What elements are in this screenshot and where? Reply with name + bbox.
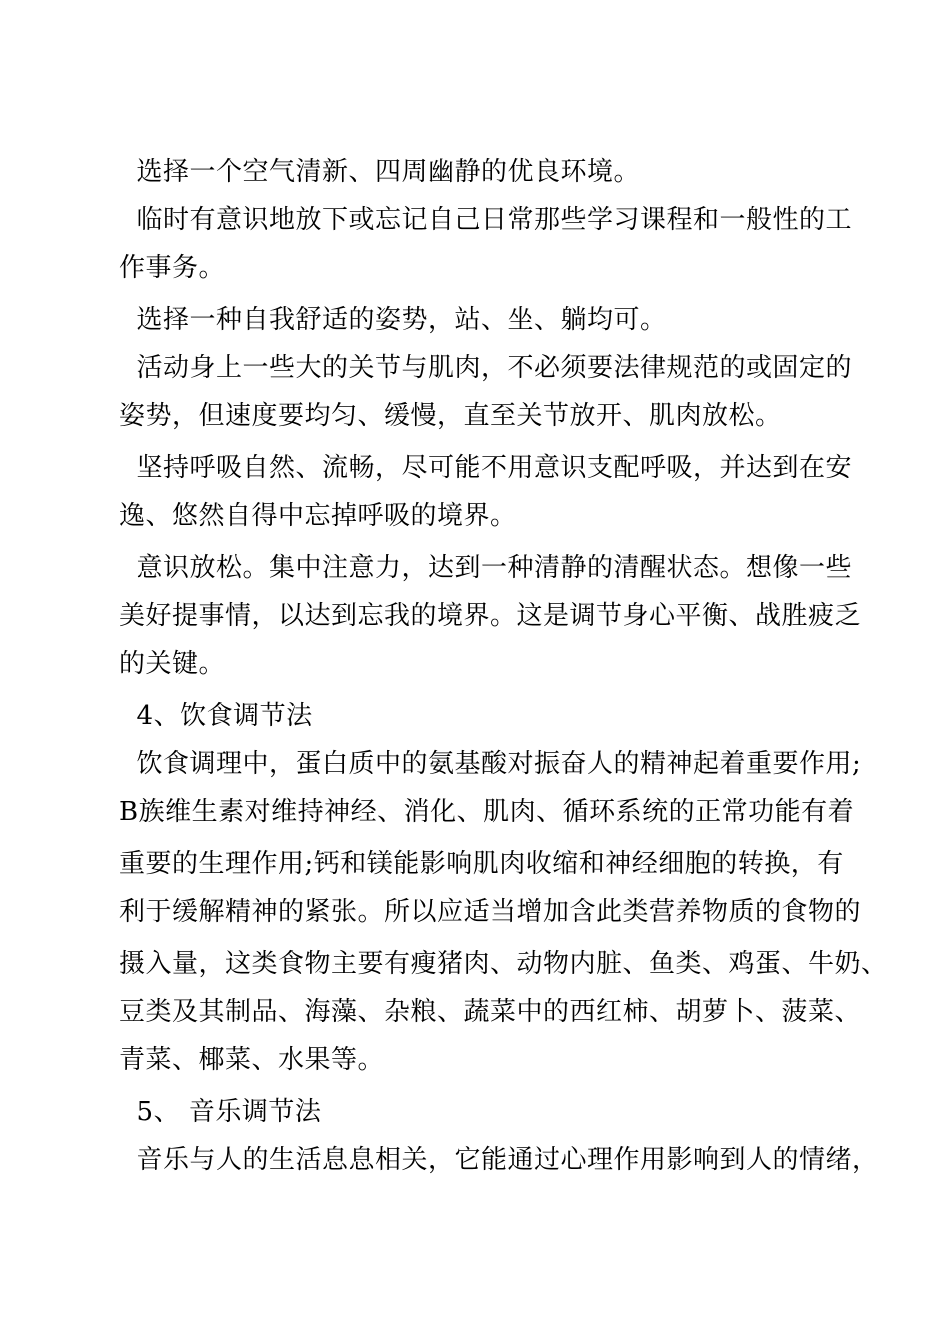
text-line: 坚持呼吸自然、流畅，尽可能不用意识支配呼吸，并达到在安 bbox=[119, 453, 853, 483]
text-line: 意识放松。集中注意力，达到一种清静的清醒状态。想像一些 bbox=[119, 553, 853, 583]
text-line: 音乐与人的生活息息相关，它能通过心理作用影响到人的情绪， bbox=[119, 1145, 879, 1175]
text-line: 活动身上一些大的关节与肌肉，不必须要法律规范的或固定的 bbox=[119, 353, 853, 383]
section-heading: 5、 音乐调节法 bbox=[119, 1097, 322, 1127]
text-line: 选择一个空气清新、四周幽静的优良环境。 bbox=[119, 157, 641, 187]
text-line: 姿势，但速度要均匀、缓慢，直至关节放开、肌肉放松。 bbox=[119, 401, 782, 431]
text-line: 青菜、椰菜、水果等。 bbox=[119, 1045, 385, 1075]
text-line: B族维生素对维持神经、消化、肌肉、循环系统的正常功能有着 bbox=[119, 797, 855, 827]
text-line: 摄入量，这类食物主要有瘦猪肉、动物内脏、鱼类、鸡蛋、牛奶、 bbox=[119, 949, 888, 979]
text-line: 选择一种自我舒适的姿势，站、坐、躺均可。 bbox=[119, 305, 667, 335]
text-line: 利于缓解精神的紧张。所以应适当增加含此类营养物质的食物的 bbox=[119, 897, 862, 927]
text-line: 饮食调理中，蛋白质中的氨基酸对振奋人的精神起着重要作用; bbox=[119, 749, 862, 779]
section-heading: 4、饮食调节法 bbox=[119, 701, 313, 731]
text-line: 重要的生理作用;钙和镁能影响肌肉收缩和神经细胞的转换，有 bbox=[119, 849, 844, 879]
text-line: 临时有意识地放下或忘记自己日常那些学习课程和一般性的工 bbox=[119, 205, 853, 235]
text-line: 豆类及其制品、海藻、杂粮、蔬菜中的西红柿、胡萝卜、菠菜、 bbox=[119, 997, 862, 1027]
text-line: 美好提事情，以达到忘我的境界。这是调节身心平衡、战胜疲乏 bbox=[119, 601, 862, 631]
text-line: 逸、悠然自得中忘掉呼吸的境界。 bbox=[119, 501, 517, 531]
text-line: 作事务。 bbox=[119, 253, 226, 283]
text-line: 的关键。 bbox=[119, 649, 226, 679]
